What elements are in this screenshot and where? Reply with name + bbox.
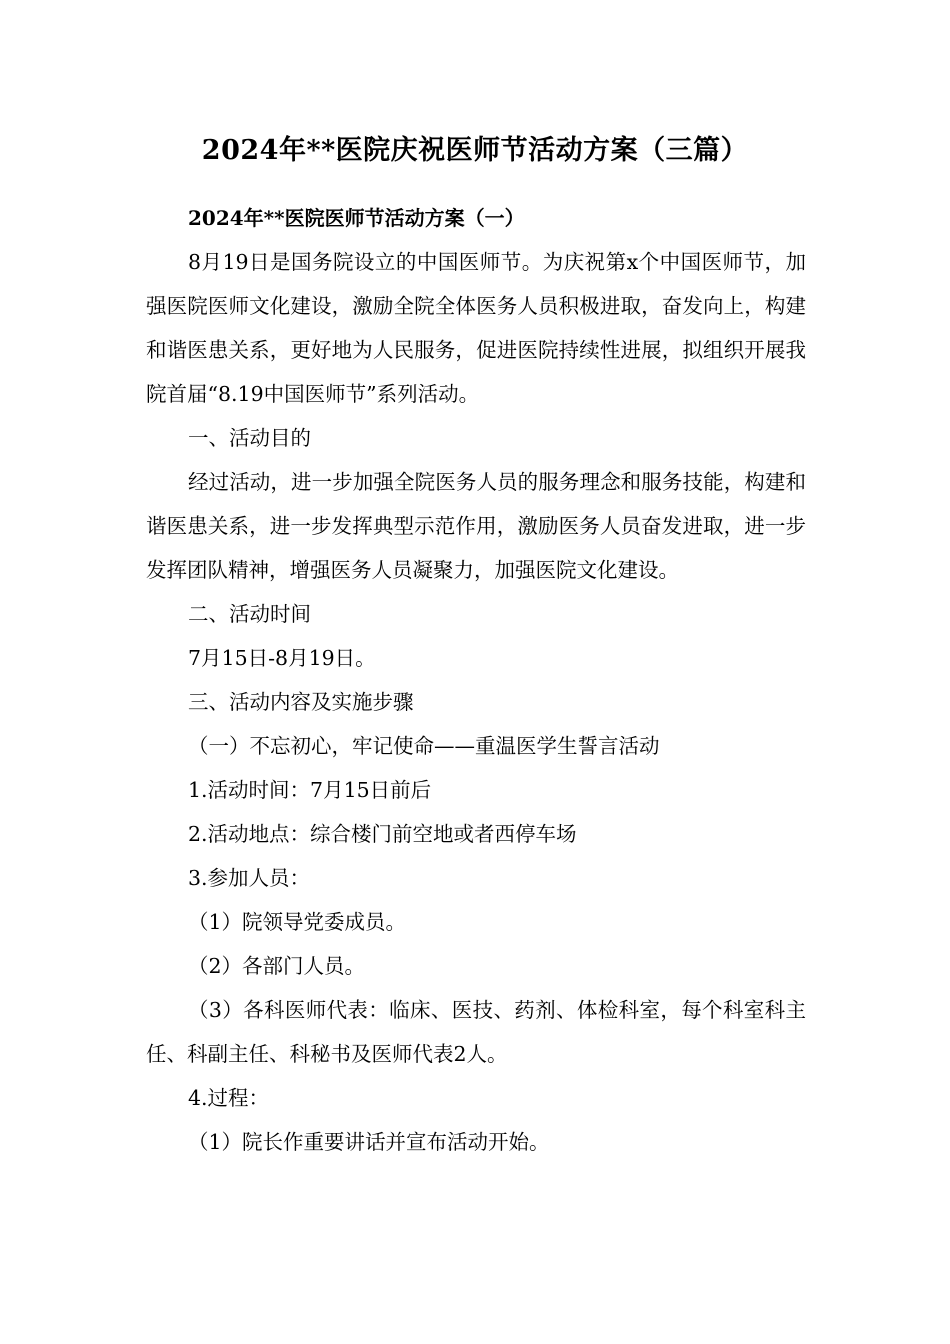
sub-item-departments: （2）各部门人员。 — [188, 954, 366, 978]
list-item-process: 4.过程： — [188, 1086, 270, 1110]
document-body — [146, 196, 806, 1164]
subheading-oath: （一）不忘初心，牢记使命——重温医学生誓言活动 — [188, 734, 660, 758]
list-item-participants: 3.参加人员： — [188, 866, 311, 890]
section-subtitle: 2024年**医院医师节活动方案（一） — [188, 206, 525, 230]
list-item-location: 2.活动地点：综合楼门前空地或者西停车场 — [188, 822, 577, 846]
sub-item-representatives: （3）各科医师代表：临床、医技、药剂、体检科室，每个科室科主任、科副主任、科秘书及医师代表2人。 — [146, 998, 806, 1066]
heading-purpose: 一、活动目的 — [188, 426, 311, 450]
paragraph-purpose: 经过活动，进一步加强全院医务人员的服务理念和服务技能，构建和谐医患关系，进一步发挥典型示范作用，激励医务人员奋发进取，进一步发挥团队精神，增强医务人员凝聚力，加强医院文化建设。 — [146, 470, 806, 582]
sub-item-speech: （1）院长作重要讲话并宣布活动开始。 — [188, 1130, 550, 1154]
paragraph-intro: 8月19日是国务院设立的中国医师节。为庆祝第x个中国医师节，加强医院医师文化建设，激励全院全体医务人员积极进取，奋发向上，构建和谐医患关系，更好地为人民服务，促进医院持续性进展，拟组织开展我院首届“8.19中国医师节”系列活动。 — [146, 250, 806, 406]
paragraph-time: 7月15日-8月19日。 — [188, 646, 376, 670]
document-title: 2024年**医院庆祝医师节活动方案（三篇） — [201, 135, 749, 166]
list-item-time: 1.活动时间：7月15日前后 — [188, 778, 432, 802]
heading-content: 三、活动内容及实施步骤 — [188, 690, 414, 714]
heading-time: 二、活动时间 — [188, 602, 311, 626]
sub-item-leaders: （1）院领导党委成员。 — [188, 910, 407, 934]
